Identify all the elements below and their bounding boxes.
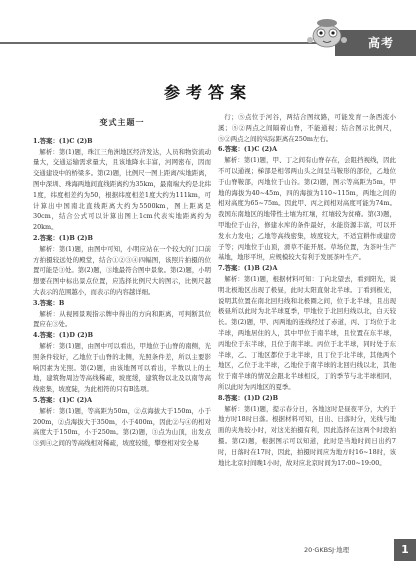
explanation-text: 解析：第(1)题，根据材料可知：丁向北望去，看到阳光，说明北极地区出现了极昼，此时太阳直射北半球。丁看到极光，说明其位置在南北回归线和北极圈之间，位于北半球，且出现极昼所以此时为北半球夏季，甲地位于北回归线以北，白天较长。第(2)题，甲、丙两地的连线经过了赤道，丙、丁均位于北半球，两地居住的人，其中甲位于南半球，且位置在东半球，丙地位于东半球，且位于南半球。丙位于北半球，同时处于东半球，乙、丁地区都位于北半球，且丁位于北半球，其他两个地区，乙位于北半球，乙地位于南半球的北回归线以北，其他位于南半球的情况会跟北半球相反，丁的季节与北半球相同，所以此时为丙地区的夏季。 [218, 274, 396, 391]
page-number: 1 [394, 539, 416, 561]
question-number: 4. [33, 331, 40, 340]
mascot-illustration [302, 14, 352, 50]
explanation-text: 解析：第(1)题，由图中可以看出，甲地位于山脊的南侧，光照条件较好，乙地位于山脊的北侧，光照条件差，所以主要影响因素为光照。第(2)题，由该地图可以看出，半数以上的土地，建筑物周边等高线稀疏，坡度缓，建筑物以北及以南等高线密集，坡度陡，为此相符的只有B选项。 [33, 341, 211, 394]
page-footer [286, 539, 416, 559]
answer-line [33, 330, 211, 341]
answer-text: 答案：B [39, 298, 65, 307]
explanation-text: 解析：从视园景观指示牌中得出的方向和距离，可判断其位置应在③处。 [33, 309, 211, 329]
question-number: 1. [33, 136, 40, 145]
explanation-text: 行；⑤点位于河谷，两结合图纹路，可能发育一条西流小溪；⑤②两点之间隔着山脊，不能通视；结合图示比例尺，⑤②两点之间的实际距离在250m左右。 [218, 113, 396, 143]
answer-text: 答案：(1)C (2)B [39, 136, 93, 145]
answer-line [218, 393, 396, 404]
question-number: 5. [33, 395, 40, 404]
answer-text: 答案：(1)C (2)A [39, 395, 93, 404]
right-column [218, 112, 396, 468]
page-title: 参考答案 [163, 83, 252, 102]
answer-text: 答案：(1)B (2)B [39, 233, 93, 242]
answer-text: 答案：(1)D (2)B [39, 331, 93, 340]
answer-line [218, 263, 396, 274]
explanation-text: 解析：第(1)题，提示春分日，各地这时是昼夜平分，大约于地方时18时日落。根据材料可知，日出、日落时分，光线与地面的夹角较小时，对这光拍摄有利，因此选择在这两个时段拍摄。第(2)题，根据图示可以知道，此时是当地时间日出约7时，日落时在17时，因此，拍摄时间应为地方时16~18时，该地比北京时间晚1小时，故对应北京时间为17:00~19:00。 [218, 404, 396, 467]
answer-line [218, 144, 396, 155]
explanation-text: 解析：第(1)题，珠江三角洲地区经济发达，人员和物资流动量大，交通运输需求量大，且该地降水丰富，河网密布，因而交通建设中的桥梁多。第(2)题，比例尺一图上距离/实地距离，图中深圳、珠海两地间直线距离约为35km，最南端大约是北纬1度，纬度相差约为50，根据纬度相差1度大约为111km，可计算出中国南北直线距离大约为5500km，图上距离是30cm，结合公式可以计算出图上1cm代表实地距离约为20km。 [33, 147, 211, 232]
question-number: 6. [218, 145, 225, 154]
question-number: 2. [33, 233, 40, 242]
header-label: 高考 [368, 36, 395, 50]
question-number: 7. [218, 264, 225, 273]
answer-text: 答案：(1)D (2)B [224, 393, 278, 402]
explanation-text: 解析：第(1)题，甲、丁之间有山脊存在，会阻挡视线，因此不可以通视；梯部是相邻两山头之间呈马鞍形的部位，乙地位于山脊鞍部，丙地位于山谷。第(2)题，图示等高距为5m，甲地的海拔为40~45m，四的海拔为110~115m，两地之间的相对高度为65~75m。因此甲、丙之间相对高度可能为74m。我国东南地区的地带性土壤为红壤，红壤较为贫瘠。第(3)题，甲地位于山谷，修建水库的条件最好，水能资源丰富，可以开发水力发电；乙地等高线密集，坡度较大，不适宜耕作或建房子等；丙地位于山顶，滑草不能开展。草场位置，为茶叶生产基地，地形平坦，应规模较大有利于发展茶叶生产。 [218, 156, 396, 262]
explanation-text: 解析：第(1)题，等高距为50m，②点海拔大于150m，小于200m，②点海拔大于350m，小于400m，因此②与④的相对高度大于150m，小于250m。第(2)题，③点为山顶，出发点③到④之间的等高线相对稀疏，坡度较缓，攀登相对安全易 [33, 406, 211, 448]
answer-text: 答案：(1)C (2)A [224, 145, 278, 154]
page-header [0, 30, 416, 56]
answer-line [33, 136, 211, 147]
header-rule [0, 42, 335, 44]
answer-line [33, 298, 211, 309]
answer-line [33, 233, 211, 244]
footer-code: 20·GKBSJ·地理 [304, 546, 350, 554]
question-number: 3. [33, 298, 40, 307]
section-title: 变式主题一 [99, 118, 145, 127]
answer-line [33, 395, 211, 406]
answer-text: 答案：(1)B (2)A [224, 264, 278, 273]
question-number: 8. [218, 393, 225, 402]
explanation-text: 解析：第(1)题，由图中可知，小明应站在一个较大的门口前方拍摄较远处的殿堂，结合①②③④四幅图，该照片拍摄的位置可能是③处。第(2)题，③地最符合图中景象。第(2)题，小明想要在图中标出景点位置，应选择比例尺大的图示，比例尺越大表示的范围越小，而表示的内容越详细。 [33, 244, 211, 296]
left-column [33, 112, 211, 449]
